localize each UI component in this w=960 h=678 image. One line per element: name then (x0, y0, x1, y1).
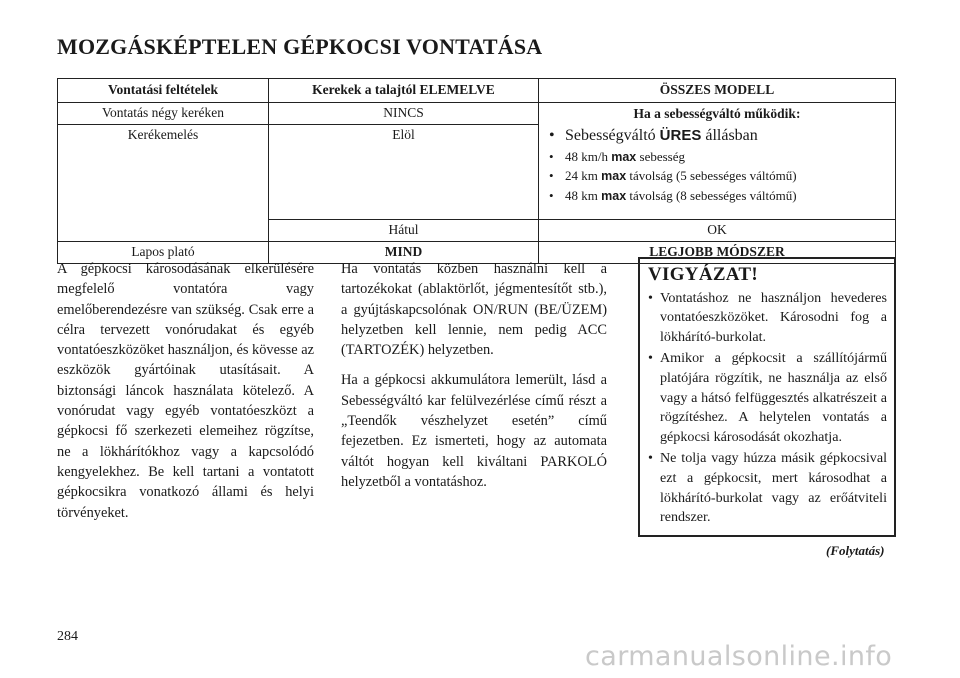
page-number: 284 (57, 629, 78, 644)
cell-result-rear: OK (539, 219, 896, 241)
bullet-distance-5: • 24 km max távolság (5 sebességes váltómű) (545, 168, 889, 185)
bullet-speed: • 48 km/h max sebesség (545, 149, 889, 166)
header-wheels-raised: Kerekek a talajtól ELEMELVE (269, 79, 539, 103)
bullet-neutral: • Sebességváltó ÜRES állásban (545, 126, 889, 146)
header-towing-conditions: Vontatási feltételek (58, 79, 269, 103)
all-models-heading: Ha a sebességváltó működik: (633, 105, 801, 121)
paragraph: Ha vontatás közben használni kell a tartozékokat (ablaktörlőt, jégmentesítőt stb.), a gyújtáskapcsolónak ON/RUN (BE/ÜZEM) helyzetben kell lennie, nem pedig ACC (TARTOZÉK) helyzetben. (341, 261, 607, 359)
text-column-2 (341, 259, 607, 502)
cell-wheels-front: Elöl (269, 124, 539, 219)
cell-condition: Kerékemelés (58, 124, 269, 241)
page-title: MOZGÁSKÉPTELEN GÉPKOCSI VONTATÁSA (57, 34, 543, 59)
header-all-models: ÖSSZES MODELL (539, 79, 896, 103)
bullet-distance-8: • 48 km max távolság (8 sebességes váltómű) (545, 188, 889, 205)
cell-condition: Vontatás négy keréken (58, 102, 269, 124)
cell-wheels: MIND (269, 241, 539, 263)
text-column-1 (57, 259, 314, 533)
table-row (58, 102, 896, 124)
cell-wheels-rear: Hátul (269, 219, 539, 241)
watermark: carmanualsonline.info (585, 641, 893, 672)
cell-result: LEGJOBB MÓDSZER (539, 241, 896, 263)
paragraph: A gépkocsi károsodásának elkerülésére megfelelő vontatóra vagy emelőberendezésre van szükség. Csak erre a célra tervezett vonórudakat és egyéb vontatóeszközöket használjon, és kövesse az eszközök gyártóinak utasításait. A biztonsági láncok használata kötelező. A vonórudat vagy egyéb vontatóeszközt a gépkocsi fő szerkezeti elemeihez rögzítse, ne a lökhárítókhoz vagy a kapcsolódó kengyelekhez. Be kell tartani a vontatott gépkocsikra vonatkozó állami és helyi törvényeket. (57, 261, 314, 521)
cell-condition: Lapos plató (58, 241, 269, 263)
cell-wheels: NINCS (269, 102, 539, 124)
cell-all-models-instructions (539, 102, 896, 219)
table-header-row (58, 79, 896, 103)
paragraph: Ha a gépkocsi akkumulátora lemerült, lásd a Sebességváltó kar felülvezérlése című részt a „Teendők vészhelyzet esetén” című fejezetben. Ez ismerteti, hogy az automata váltót hogyan kell kiváltani PARKOLÓ helyzetből a vontatáshoz. (341, 372, 607, 490)
warning-title: VIGYÁZAT! (648, 264, 759, 285)
warning-item: • Ne tolja vagy húzza másik gépkocsival ezt a gépkocsit, mert károsodhat a lökhárító-burkolat vagy az erőátviteli rendszer. (648, 450, 887, 526)
warning-item: • Amikor a gépkocsit a szállítójármű platójára rögzítik, ne használja az első vagy a hátsó felfüggesztés alkatrészeit a rögzítéshez. A helytelen vontatás a gépkocsi károsodását okozhatja. (648, 350, 887, 445)
warning-box (638, 257, 896, 537)
towing-table (57, 78, 896, 264)
continued-label: (Folytatás) (826, 543, 885, 558)
warning-item: • Vontatáshoz ne használjon hevederes vontatóeszközöket. Károsodni fog a lökhárító-burkolat. (648, 289, 887, 345)
